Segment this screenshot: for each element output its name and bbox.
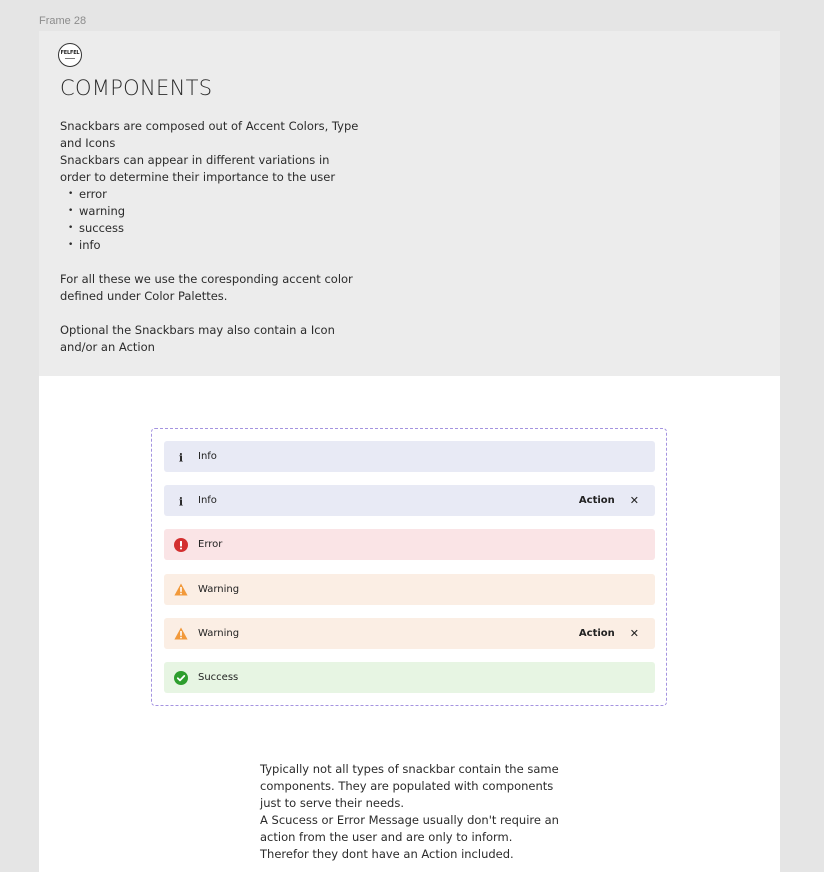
snackbar-message: Success	[198, 672, 239, 683]
intro-section	[39, 31, 780, 376]
svg-text:i: i	[178, 495, 184, 507]
snackbar-warning-action	[164, 618, 655, 649]
snackbar-warning	[164, 574, 655, 605]
snackbar-showcase	[151, 428, 667, 706]
snackbar-info	[164, 441, 655, 472]
warning-icon	[174, 627, 188, 641]
intro-line-1: Snackbars are composed out of Accent Colors, Type and Icons	[60, 119, 359, 150]
bottom-description	[260, 761, 560, 863]
error-icon	[174, 538, 188, 552]
info-icon	[174, 450, 188, 464]
snackbar-info-action	[164, 485, 655, 516]
page-title: COMPONENTS	[60, 76, 213, 100]
close-icon[interactable]: ✕	[629, 627, 639, 640]
close-icon[interactable]: ✕	[629, 494, 639, 507]
frame	[39, 31, 780, 872]
list-item: • success	[79, 220, 360, 237]
snackbar-message: Info	[198, 451, 217, 462]
snackbar-message: Warning	[198, 628, 240, 639]
snackbar-action-button[interactable]: Action	[578, 495, 615, 506]
snackbar-message: Warning	[198, 584, 240, 595]
frame-label: Frame 28	[39, 15, 87, 27]
snackbar-action-button[interactable]: Action	[578, 628, 615, 639]
bottom-para-2: A Scucess or Error Message usually don't require an action from the user and are only to inform. Therefor they dont have an Action included.	[260, 813, 559, 861]
variation-list	[60, 186, 360, 254]
list-item: • info	[79, 237, 360, 254]
intro-line-2: Snackbars can appear in different variations in order to determine their importance to the user	[60, 153, 336, 184]
snackbar-message: Info	[198, 495, 217, 506]
info-icon	[174, 494, 188, 508]
intro-para-2: For all these we use the coresponding accent color defined under Color Palettes.	[60, 272, 353, 303]
logo	[58, 43, 82, 67]
logo-text: FELFEL	[60, 50, 80, 56]
logo-underline	[65, 58, 75, 59]
snackbar-message: Error	[198, 539, 223, 550]
intro-para-3: Optional the Snackbars may also contain a Icon and/or an Action	[60, 323, 335, 354]
warning-icon	[174, 583, 188, 597]
snackbar-success	[164, 662, 655, 693]
intro-text	[60, 118, 360, 356]
bottom-para-1: Typically not all types of snackbar contain the same components. They are populated with components just to serve their needs.	[260, 762, 559, 810]
snackbar-error	[164, 529, 655, 560]
success-icon	[174, 671, 188, 685]
svg-text:i: i	[178, 451, 184, 463]
list-item: • error	[79, 186, 360, 203]
list-item: • warning	[79, 203, 360, 220]
